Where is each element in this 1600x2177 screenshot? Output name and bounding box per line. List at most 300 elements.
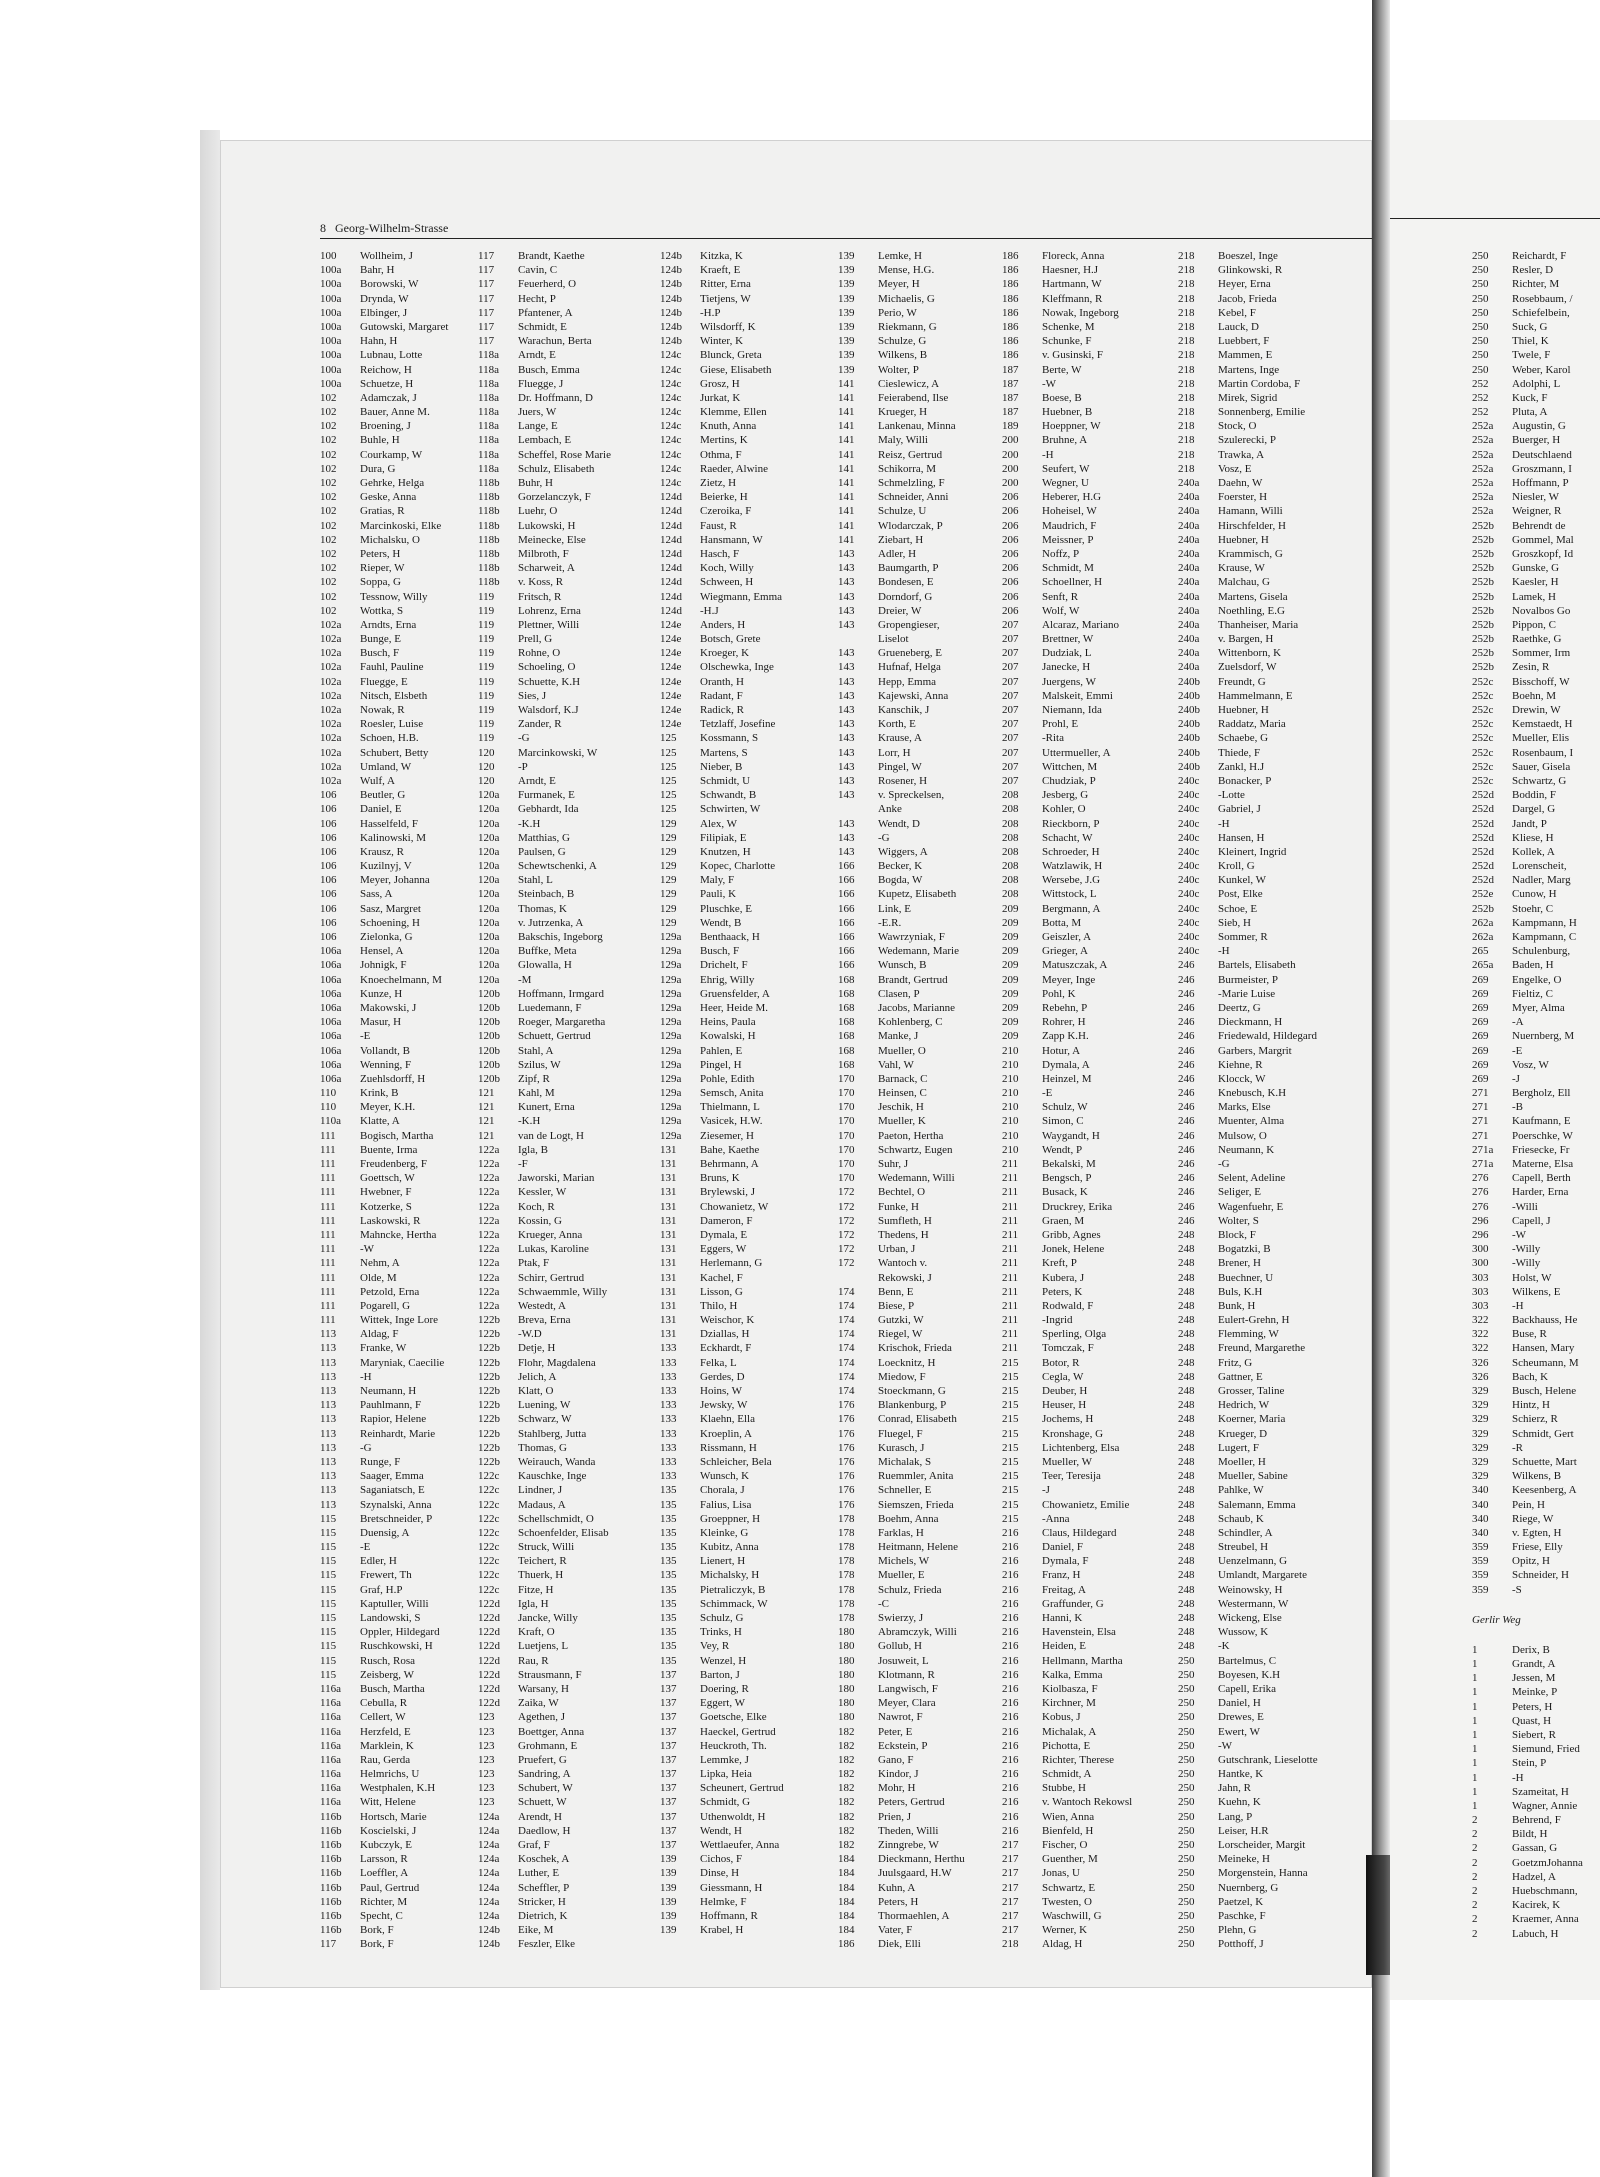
house-number: 139 xyxy=(838,363,855,376)
house-number: 246 xyxy=(1178,1200,1195,1213)
house-number: 115 xyxy=(320,1640,337,1653)
resident-name: Daedlow, H xyxy=(518,1824,571,1837)
house-number: 113 xyxy=(320,1455,337,1468)
directory-entry xyxy=(660,1285,830,1299)
house-number: 186 xyxy=(1002,320,1019,333)
house-number: 2 xyxy=(1472,1927,1478,1940)
house-number: 141 xyxy=(838,420,855,433)
resident-name: Gratias, R xyxy=(360,505,405,518)
house-number: 303 xyxy=(1472,1285,1489,1298)
house-number: 218 xyxy=(1178,306,1195,319)
house-number: 178 xyxy=(838,1612,855,1624)
house-number: 176 xyxy=(838,1498,855,1511)
resident-name: Kajewski, Anna xyxy=(878,689,949,702)
resident-name: Capell, Erika xyxy=(1218,1682,1277,1695)
directory-entry xyxy=(478,1015,658,1029)
resident-name: Rieper, W xyxy=(360,562,405,575)
directory-entry xyxy=(1178,1852,1358,1866)
house-number: 252 xyxy=(1472,406,1489,419)
resident-name: Hansmann, W xyxy=(700,533,763,546)
house-number: 252b xyxy=(1472,902,1494,915)
resident-name: Hufnaf, Helga xyxy=(878,661,941,674)
house-number: 117 xyxy=(478,250,495,262)
resident-name: Graffunder, G xyxy=(1042,1597,1104,1610)
resident-name: Bahe, Kaethe xyxy=(700,1143,760,1156)
resident-name: Garbers, Margrit xyxy=(1218,1044,1292,1057)
resident-name: Detje, H xyxy=(518,1342,556,1355)
house-number: 124a xyxy=(478,1810,500,1823)
directory-entry xyxy=(660,902,830,916)
house-number: 208 xyxy=(1002,789,1019,802)
resident-name: Bondesen, E xyxy=(878,576,934,589)
house-number: 186 xyxy=(1002,292,1019,305)
directory-entry xyxy=(320,1356,470,1370)
directory-entry xyxy=(478,1341,658,1355)
directory-entry xyxy=(1178,1781,1358,1795)
resident-name: Prien, J xyxy=(878,1810,911,1823)
house-number: 131 xyxy=(660,1143,677,1156)
resident-name: Schellschmidt, O xyxy=(518,1512,594,1525)
resident-name: Schmidt, E xyxy=(518,320,567,333)
directory-entry xyxy=(660,448,830,462)
house-number: 340 xyxy=(1472,1526,1489,1539)
directory-entry xyxy=(1472,1771,1600,1785)
directory-entry xyxy=(660,504,830,518)
directory-entry xyxy=(1002,363,1172,377)
resident-name: -B xyxy=(1512,1101,1523,1114)
directory-entry xyxy=(1002,646,1172,660)
resident-name: Luehr, O xyxy=(518,505,558,518)
house-number: 100a xyxy=(320,264,342,277)
house-number: 131 xyxy=(660,1299,677,1312)
directory-entry xyxy=(320,1881,470,1895)
resident-name: Olde, M xyxy=(360,1271,397,1284)
house-number: 216 xyxy=(1002,1753,1019,1766)
house-number: 250 xyxy=(1178,1796,1195,1809)
directory-entry xyxy=(478,1710,658,1724)
house-number: 122a xyxy=(478,1243,500,1256)
directory-entry xyxy=(478,1526,658,1540)
street-title: Georg-Wilhelm-Strasse xyxy=(335,221,449,235)
house-number: 176 xyxy=(838,1413,855,1426)
resident-name: Liselot xyxy=(878,633,909,646)
resident-name: Schulze, U xyxy=(878,505,927,518)
resident-name: Klemme, Ellen xyxy=(700,406,767,419)
house-number: 248 xyxy=(1178,1328,1195,1341)
house-number: 129a xyxy=(660,1016,682,1029)
resident-name: Boyesen, K.H xyxy=(1218,1668,1281,1681)
resident-name: Jacob, Frieda xyxy=(1218,292,1277,305)
resident-name: Schmelzling, F xyxy=(878,477,945,489)
directory-entry xyxy=(478,689,658,703)
house-number: 252c xyxy=(1472,760,1494,773)
house-number: 240b xyxy=(1178,689,1200,702)
house-number: 215 xyxy=(1002,1455,1019,1468)
house-number: 250 xyxy=(1178,1810,1195,1823)
directory-entry xyxy=(660,1086,830,1100)
resident-name: Schulze, G xyxy=(878,335,927,348)
resident-name: Wollheim, J xyxy=(360,250,413,262)
resident-name: Lubnau, Lotte xyxy=(360,349,423,362)
directory-entry xyxy=(478,1412,658,1426)
resident-name: Franke, W xyxy=(360,1342,407,1355)
resident-name: Clasen, P xyxy=(878,987,920,1000)
directory-entry xyxy=(1178,916,1358,930)
house-number: 182 xyxy=(838,1739,855,1752)
directory-entry xyxy=(1178,1171,1358,1185)
resident-name: Warsany, H xyxy=(518,1682,569,1695)
house-number: 178 xyxy=(838,1583,855,1596)
house-number: 102a xyxy=(320,704,342,716)
directory-entry xyxy=(1002,277,1172,291)
directory-entry xyxy=(838,1937,1003,1951)
house-number: 180 xyxy=(838,1640,855,1653)
directory-entry xyxy=(1002,1427,1172,1441)
house-number: 143 xyxy=(838,746,855,759)
directory-entry xyxy=(1178,1568,1358,1582)
directory-entry xyxy=(660,334,830,348)
resident-name: Fritsch, R xyxy=(518,590,562,603)
resident-name: Adler, H xyxy=(878,547,917,560)
house-number: 250 xyxy=(1472,320,1489,333)
directory-entry xyxy=(1002,1341,1172,1355)
resident-name: Jaworski, Marian xyxy=(518,1172,595,1185)
resident-name: Lorr, H xyxy=(878,746,911,759)
house-number: 252b xyxy=(1472,604,1494,617)
resident-name: Uenzelmann, G xyxy=(1218,1555,1288,1568)
resident-name: Kessler, W xyxy=(518,1186,567,1199)
resident-name: Wittek, Inge Lore xyxy=(360,1314,439,1327)
resident-name: Kahl, M xyxy=(518,1087,555,1100)
resident-name: Knebusch, K.H xyxy=(1218,1087,1287,1100)
house-number: 240a xyxy=(1178,633,1200,646)
house-number: 141 xyxy=(838,462,855,475)
house-number: 131 xyxy=(660,1214,677,1227)
resident-name: Bogisch, Martha xyxy=(360,1129,434,1142)
resident-name: Schmidt, A xyxy=(1042,1768,1092,1781)
directory-entry xyxy=(1472,1200,1600,1214)
directory-entry xyxy=(1002,1512,1172,1526)
directory-entry xyxy=(1472,1327,1600,1341)
resident-name: Chudziak, P xyxy=(1042,774,1096,787)
directory-entry xyxy=(320,1781,470,1795)
resident-name: Raethke, G xyxy=(1512,633,1562,646)
house-number: 137 xyxy=(660,1796,677,1809)
resident-name: Bechtel, O xyxy=(878,1186,926,1199)
directory-entry xyxy=(478,1271,658,1285)
house-number: 116a xyxy=(320,1753,341,1766)
house-number: 215 xyxy=(1002,1441,1019,1454)
resident-name: Wottka, S xyxy=(360,604,404,617)
house-number: 124d xyxy=(660,505,682,518)
resident-name: Rissmann, H xyxy=(700,1441,757,1454)
directory-entry xyxy=(1002,1072,1172,1086)
resident-name: Boehn, M xyxy=(1512,689,1556,702)
house-number: 252c xyxy=(1472,774,1494,787)
resident-name: Ritter, Erna xyxy=(700,278,751,291)
house-number: 124d xyxy=(660,562,682,575)
directory-entry xyxy=(1178,249,1358,263)
house-number: 248 xyxy=(1178,1470,1195,1483)
resident-name: Twele, F xyxy=(1512,349,1551,362)
directory-entry xyxy=(1002,930,1172,944)
resident-name: Scheunert, Gertrud xyxy=(700,1782,784,1795)
house-number: 111 xyxy=(320,1228,336,1241)
resident-name: Heins, Paula xyxy=(700,1016,756,1029)
resident-name: Behrmann, A xyxy=(700,1158,759,1170)
directory-entry xyxy=(1472,476,1600,490)
resident-name: Ptak, F xyxy=(518,1257,550,1270)
directory-entry xyxy=(1178,519,1358,533)
house-number: 240a xyxy=(1178,562,1200,575)
house-number: 248 xyxy=(1178,1612,1195,1624)
house-number: 124b xyxy=(478,1924,500,1937)
resident-name: Niesler, W xyxy=(1512,491,1560,504)
house-number: 209 xyxy=(1002,973,1019,986)
house-number: 143 xyxy=(838,704,855,716)
directory-entry xyxy=(478,760,658,774)
house-number: 129a xyxy=(660,945,682,958)
house-number: 124b xyxy=(660,250,682,262)
directory-entry xyxy=(320,504,470,518)
directory-entry xyxy=(838,1256,1003,1270)
directory-entry xyxy=(1472,1100,1600,1114)
directory-entry xyxy=(478,1512,658,1526)
house-number: 123 xyxy=(478,1768,495,1781)
house-number: 250 xyxy=(1178,1682,1195,1695)
directory-entry xyxy=(838,873,1003,887)
resident-name: Radant, F xyxy=(700,689,743,702)
house-number: 143 xyxy=(838,562,855,575)
resident-name: Nadler, Marg xyxy=(1512,874,1571,887)
house-number: 122d xyxy=(478,1654,500,1667)
directory-entry xyxy=(320,1015,470,1029)
house-number: 117 xyxy=(478,320,495,333)
house-number: 102a xyxy=(320,633,342,646)
house-number: 217 xyxy=(1002,1839,1019,1851)
house-number: 252a xyxy=(1472,491,1494,504)
house-number: 102a xyxy=(320,732,342,745)
resident-name: Falius, Lisa xyxy=(700,1498,752,1511)
house-number: 120 xyxy=(478,746,495,759)
directory-entry xyxy=(1178,1412,1358,1426)
directory-entry xyxy=(320,987,470,1001)
resident-name: Meinecke, Else xyxy=(518,533,586,546)
directory-entry xyxy=(838,519,1003,533)
house-number: 252d xyxy=(1472,831,1494,844)
resident-name: Myer, Alma xyxy=(1512,1001,1565,1014)
directory-entry xyxy=(1002,902,1172,916)
directory-entry xyxy=(320,859,470,873)
resident-name: Semsch, Anita xyxy=(700,1087,764,1100)
resident-name: Lipka, Heia xyxy=(700,1768,752,1781)
resident-name: Kaesler, H xyxy=(1512,576,1559,589)
resident-name: Wettlaeufer, Anna xyxy=(700,1839,780,1851)
house-number: 129a xyxy=(660,1101,682,1114)
directory-entry xyxy=(1002,334,1172,348)
directory-entry xyxy=(1472,320,1600,334)
house-number: 216 xyxy=(1002,1555,1019,1568)
directory-entry xyxy=(1002,632,1172,646)
directory-entry xyxy=(478,1895,658,1909)
directory-entry xyxy=(1472,1685,1600,1699)
house-number: 124d xyxy=(660,533,682,546)
directory-entry xyxy=(660,1739,830,1753)
resident-name: Wolf, W xyxy=(1042,604,1080,617)
house-number: 216 xyxy=(1002,1682,1019,1695)
house-number: 240a xyxy=(1178,477,1200,489)
directory-entry xyxy=(1472,703,1600,717)
resident-name: Noethling, E.G xyxy=(1218,604,1285,617)
directory-entry xyxy=(320,448,470,462)
resident-name: Vasicek, H.W. xyxy=(700,1115,763,1128)
resident-name: Lichtenberg, Elsa xyxy=(1042,1441,1120,1454)
directory-entry xyxy=(320,902,470,916)
house-number: 240b xyxy=(1178,760,1200,773)
resident-name: Hoheisel, W xyxy=(1042,505,1097,518)
resident-name: Pingel, W xyxy=(878,760,922,773)
resident-name: Seufert, W xyxy=(1042,462,1090,475)
resident-name: -H xyxy=(1512,1771,1524,1784)
resident-name: Lankenau, Minna xyxy=(878,420,956,433)
resident-name: Pietraliczyk, B xyxy=(700,1583,766,1596)
directory-entry xyxy=(1002,1299,1172,1313)
directory-entry xyxy=(660,1767,830,1781)
directory-entry xyxy=(320,1526,470,1540)
directory-entry xyxy=(838,1398,1003,1412)
directory-entry xyxy=(1472,902,1600,916)
resident-name: Michalsku, O xyxy=(360,533,420,546)
directory-entry xyxy=(1472,1044,1600,1058)
directory-entry xyxy=(660,1639,830,1653)
resident-name: Malskeit, Emmi xyxy=(1042,689,1113,702)
house-number: 200 xyxy=(1002,448,1019,461)
directory-entry xyxy=(478,1143,658,1157)
house-number: 209 xyxy=(1002,1030,1019,1043)
house-number: 207 xyxy=(1002,618,1019,631)
house-number: 122c xyxy=(478,1470,500,1483)
house-number: 186 xyxy=(1002,349,1019,362)
house-number: 119 xyxy=(478,647,495,660)
house-number: 1 xyxy=(1472,1643,1478,1656)
resident-name: Jochems, H xyxy=(1042,1413,1094,1426)
directory-entry xyxy=(320,249,470,263)
house-number: 120a xyxy=(478,789,500,802)
resident-name: Tomczak, F xyxy=(1042,1342,1094,1355)
directory-entry xyxy=(660,1824,830,1838)
house-number: 133 xyxy=(660,1470,677,1483)
directory-entry xyxy=(320,1668,470,1682)
resident-name: Riekmann, G xyxy=(878,320,937,333)
house-number: 1 xyxy=(1472,1714,1478,1727)
house-number: 139 xyxy=(838,320,855,333)
resident-name: Nowak, R xyxy=(360,704,405,716)
house-number: 207 xyxy=(1002,647,1019,660)
resident-name: -Lotte xyxy=(1218,789,1245,802)
directory-entry xyxy=(1472,433,1600,447)
directory-entry xyxy=(838,746,1003,760)
directory-entry xyxy=(1002,774,1172,788)
resident-name: Kuhn, A xyxy=(878,1881,916,1894)
house-number: 269 xyxy=(1472,1044,1489,1057)
directory-entry xyxy=(1472,1912,1600,1926)
house-number: 131 xyxy=(660,1243,677,1256)
directory-entry xyxy=(1178,944,1358,958)
directory-entry xyxy=(838,973,1003,987)
resident-name: Lorscheider, Margit xyxy=(1218,1839,1306,1851)
directory-entry xyxy=(1472,1568,1600,1582)
resident-name: Raddatz, Maria xyxy=(1218,718,1286,731)
directory-entry xyxy=(660,1072,830,1086)
house-number: 180 xyxy=(838,1711,855,1724)
resident-name: Fluegel, F xyxy=(878,1427,923,1440)
house-number: 111 xyxy=(320,1257,336,1270)
directory-entry xyxy=(1178,1427,1358,1441)
house-number: 182 xyxy=(838,1839,855,1851)
resident-name: Petzold, Erna xyxy=(360,1285,420,1298)
resident-name: Thomas, G xyxy=(518,1441,567,1454)
directory-entry xyxy=(660,1923,830,1937)
directory-entry xyxy=(478,1398,658,1412)
house-number: 200 xyxy=(1002,477,1019,489)
directory-entry xyxy=(478,1583,658,1597)
house-number: 180 xyxy=(838,1626,855,1639)
resident-name: Riege, W xyxy=(1512,1512,1554,1525)
resident-name: Strausmann, F xyxy=(518,1668,582,1681)
house-number: 118a xyxy=(478,377,499,390)
directory-entry xyxy=(838,1881,1003,1895)
directory-entry xyxy=(320,831,470,845)
house-number: 125 xyxy=(660,732,677,745)
house-number: 252a xyxy=(1472,462,1494,475)
directory-entry xyxy=(838,689,1003,703)
resident-name: Mammen, E xyxy=(1218,349,1273,362)
house-number: 340 xyxy=(1472,1512,1489,1525)
house-number: 211 xyxy=(1002,1271,1019,1284)
house-number: 118a xyxy=(478,462,499,475)
directory-entry xyxy=(660,306,830,320)
directory-entry xyxy=(1178,632,1358,646)
house-number: 207 xyxy=(1002,732,1019,745)
resident-name: Kossmann, S xyxy=(700,732,759,745)
directory-entry xyxy=(1178,391,1358,405)
directory-entry xyxy=(1002,519,1172,533)
resident-name: Milbroth, F xyxy=(518,547,569,560)
directory-entry xyxy=(478,1256,658,1270)
resident-name: Poerschke, W xyxy=(1512,1129,1573,1142)
directory-entry xyxy=(320,1029,470,1043)
resident-name: Thedens, H xyxy=(878,1228,929,1241)
directory-entry xyxy=(1002,1526,1172,1540)
resident-name: Wunsch, B xyxy=(878,959,927,972)
directory-entry xyxy=(660,1469,830,1483)
house-number: 182 xyxy=(838,1782,855,1795)
resident-name: Mueller, E xyxy=(878,1569,925,1582)
directory-entry xyxy=(320,1370,470,1384)
directory-entry xyxy=(1002,1498,1172,1512)
directory-entry xyxy=(320,746,470,760)
resident-name: Becker, K xyxy=(878,860,923,873)
resident-name: Westedt, A xyxy=(518,1299,566,1312)
house-number: 113 xyxy=(320,1399,337,1412)
house-number: 102a xyxy=(320,661,342,674)
resident-name: Salemann, Emma xyxy=(1218,1498,1296,1511)
resident-name: Kroeger, K xyxy=(700,647,750,660)
directory-entry xyxy=(1002,1710,1172,1724)
directory-entry xyxy=(1178,1895,1358,1909)
house-number: 184 xyxy=(838,1867,855,1880)
directory-entry xyxy=(1178,973,1358,987)
